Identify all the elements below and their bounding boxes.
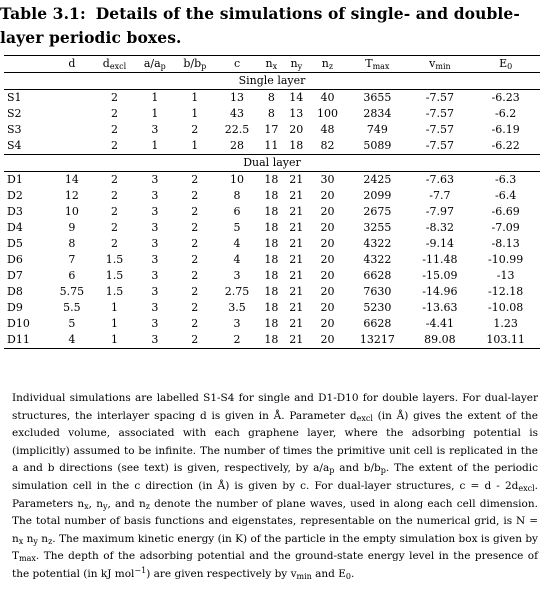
table-cell: -7.57 xyxy=(425,139,455,152)
header-cell-b-bp: $b/b_p$ xyxy=(183,57,207,71)
table-cell: -6.2 xyxy=(495,107,517,120)
header-cell-d-excl: $d_{excl}$ xyxy=(102,57,127,71)
table-cell: 20 xyxy=(320,237,335,250)
table-cell: 3.5 xyxy=(228,301,246,314)
table-cell: -13.63 xyxy=(422,301,458,314)
table-cell: 12 xyxy=(64,189,79,202)
table-cell: 20 xyxy=(320,221,335,234)
table-cell: 10 xyxy=(64,205,79,218)
caption-label: Table 3.1: xyxy=(0,4,86,23)
table-cell: -8.13 xyxy=(491,237,520,250)
table-cell: 2 xyxy=(191,253,199,266)
table-cell: 14 xyxy=(289,91,304,104)
table-cell: 2 xyxy=(191,317,199,330)
table-cell: -4.41 xyxy=(425,317,455,330)
table-cell: -8.32 xyxy=(425,221,455,234)
notes-text: . Parameters n xyxy=(12,479,538,510)
table-cell: 20 xyxy=(320,301,335,314)
table-row xyxy=(4,268,540,284)
table-cell: 5.75 xyxy=(59,285,85,298)
notes-text: and E xyxy=(311,567,346,580)
table-cell: 28 xyxy=(230,139,245,152)
table-cell: -6.4 xyxy=(495,189,517,202)
simulation-table xyxy=(4,55,540,349)
table-cell: 8 xyxy=(68,237,76,250)
notes-subscript: p xyxy=(329,466,335,476)
table-cell xyxy=(50,122,94,138)
table-cell: 2099 xyxy=(363,189,392,202)
caption-text: Details of the simulations of single- and double-layer periodic boxes. xyxy=(0,4,520,47)
notes-subscript: x xyxy=(18,536,24,546)
row-label-cell: D9 xyxy=(7,301,23,314)
table-cell: 9 xyxy=(68,221,76,234)
table-notes xyxy=(12,390,538,584)
table-cell: 40 xyxy=(320,91,335,104)
simulation-table-container xyxy=(4,55,540,349)
table-cell: -6.23 xyxy=(491,91,520,104)
table-row xyxy=(4,106,540,122)
table-cell: 2 xyxy=(191,221,199,234)
table-cell xyxy=(50,138,94,155)
table-cell: 3 xyxy=(151,189,159,202)
table-cell: 1.5 xyxy=(105,285,124,298)
table-cell: -15.09 xyxy=(422,269,458,282)
table-row xyxy=(4,138,540,155)
table-cell: 18 xyxy=(264,269,279,282)
table-cell: -7.57 xyxy=(425,107,455,120)
table-cell: -6.22 xyxy=(491,139,520,152)
table-cell: 18 xyxy=(264,237,279,250)
table-cell: 5089 xyxy=(363,139,392,152)
notes-text: , and n xyxy=(107,497,146,510)
row-label-cell: S3 xyxy=(7,123,22,136)
table-cell: -14.96 xyxy=(422,285,458,298)
row-label-cell: D7 xyxy=(7,269,23,282)
header-cell-nz: $n_z$ xyxy=(321,57,334,71)
table-cell: 2 xyxy=(191,333,199,346)
table-cell: 8 xyxy=(267,107,275,120)
table-cell: 14 xyxy=(64,173,79,186)
table-cell: 2 xyxy=(191,301,199,314)
table-cell: -6.69 xyxy=(491,205,520,218)
notes-subscript: excl xyxy=(356,413,373,423)
table-cell: 2 xyxy=(191,237,199,250)
table-row xyxy=(4,188,540,204)
table-cell: 21 xyxy=(289,333,304,346)
table-cell: -6.19 xyxy=(491,123,520,136)
table-row xyxy=(4,236,540,252)
row-label-cell: D1 xyxy=(7,173,23,186)
table-cell: 21 xyxy=(289,173,304,186)
section-title: Dual layer xyxy=(243,156,301,169)
table-cell: 4 xyxy=(233,237,241,250)
table-cell: 5.5 xyxy=(63,301,81,314)
section-title: Single layer xyxy=(238,74,306,87)
table-cell: 2 xyxy=(110,237,118,250)
table-cell: 2 xyxy=(110,221,118,234)
table-cell: -7.97 xyxy=(425,205,455,218)
notes-subscript: p xyxy=(380,466,386,476)
table-row xyxy=(4,204,540,220)
table-cell: 21 xyxy=(289,253,304,266)
table-row xyxy=(4,252,540,268)
row-label-cell: S2 xyxy=(7,107,22,120)
table-cell: -7.57 xyxy=(425,91,455,104)
notes-text: . The extent of the periodic simulation cell in the c direction (in Å) is given by c. For dual-layer structures, c = d - 2d xyxy=(12,462,538,492)
table-cell: 1.23 xyxy=(493,317,518,330)
table-cell: 18 xyxy=(289,139,304,152)
table-cell: 1.5 xyxy=(105,269,124,282)
table-cell: 20 xyxy=(320,253,335,266)
notes-subscript: y xyxy=(102,501,108,511)
table-cell: 2 xyxy=(110,123,118,136)
table-cell: 89.08 xyxy=(424,333,456,346)
header-cell-a-ap: $a/a_p$ xyxy=(143,57,166,71)
header-cell-c: c xyxy=(233,57,241,70)
table-cell: 4322 xyxy=(363,253,392,266)
table-cell: 100 xyxy=(316,107,338,120)
notes-subscript: max xyxy=(19,554,36,564)
table-cell: 21 xyxy=(289,301,304,314)
table-cell: 11 xyxy=(264,139,279,152)
table-cell: 1 xyxy=(191,91,199,104)
notes-subscript: z xyxy=(48,536,53,546)
table-cell: 3255 xyxy=(363,221,392,234)
table-cell: 1 xyxy=(110,317,118,330)
table-row xyxy=(4,300,540,316)
table-cell: 18 xyxy=(264,253,279,266)
table-cell: 3 xyxy=(151,205,159,218)
table-cell: 3 xyxy=(151,301,159,314)
table-cell: 6 xyxy=(68,269,76,282)
table-cell: 1 xyxy=(191,139,199,152)
table-cell: 18 xyxy=(264,173,279,186)
header-cell-ny: $n_y$ xyxy=(290,57,303,71)
header-cell-vmin: $v_{min}$ xyxy=(429,57,451,71)
table-cell: 7 xyxy=(68,253,76,266)
table-cell: 20 xyxy=(320,333,335,346)
table-cell: 7630 xyxy=(363,285,392,298)
table-cell: 20 xyxy=(320,285,335,298)
table-cell: 21 xyxy=(289,237,304,250)
table-cell: 1 xyxy=(151,91,159,104)
row-label-cell: D10 xyxy=(7,317,30,330)
table-cell: 2675 xyxy=(363,205,392,218)
row-label-cell: D11 xyxy=(7,333,30,346)
table-cell: 4 xyxy=(233,253,241,266)
table-row xyxy=(4,172,540,189)
table-cell: -11.48 xyxy=(422,253,458,266)
notes-subscript: x xyxy=(84,501,89,511)
table-cell: 5230 xyxy=(363,301,392,314)
notes-text: and b/b xyxy=(334,462,381,475)
table-cell: -7.09 xyxy=(491,221,520,234)
table-cell: 18 xyxy=(264,301,279,314)
table-cell: 3 xyxy=(151,123,159,136)
section-header-row xyxy=(4,73,540,90)
table-cell: 1 xyxy=(110,301,118,314)
table-cell: 2834 xyxy=(363,107,392,120)
table-row xyxy=(4,316,540,332)
table-cell: 3 xyxy=(151,237,159,250)
table-cell: -6.3 xyxy=(495,173,517,186)
header-row xyxy=(4,56,540,73)
table-cell: 2 xyxy=(191,269,199,282)
table-cell: 10 xyxy=(230,173,245,186)
row-label-cell: D6 xyxy=(7,253,23,266)
table-cell: 2 xyxy=(110,189,118,202)
table-cell: 3 xyxy=(151,173,159,186)
notes-text: . The depth of the adsorbing potential and the ground-state energy level in the presence of the potential (in kJ mol xyxy=(12,550,538,580)
table-cell: 2 xyxy=(110,139,118,152)
table-cell: 3 xyxy=(151,253,159,266)
table-row xyxy=(4,90,540,107)
table-cell: 749 xyxy=(366,123,388,136)
table-cell: 18 xyxy=(264,221,279,234)
table-row xyxy=(4,122,540,138)
notes-superscript: −1 xyxy=(134,565,147,575)
table-cell: 21 xyxy=(289,205,304,218)
header-cell-tmax: $T_{max}$ xyxy=(365,57,390,71)
table-caption xyxy=(0,2,544,50)
table-cell xyxy=(50,106,94,122)
table-cell: -10.08 xyxy=(488,301,524,314)
row-label-cell: S4 xyxy=(7,139,22,152)
table-cell: 21 xyxy=(289,269,304,282)
header-cell-e0: $E_0$ xyxy=(499,57,513,71)
table-cell: 3 xyxy=(151,317,159,330)
table-row xyxy=(4,332,540,349)
table-cell: 2.75 xyxy=(224,285,250,298)
table-cell: 3 xyxy=(233,317,241,330)
row-label-cell: S1 xyxy=(7,91,22,104)
row-label-cell: D3 xyxy=(7,205,23,218)
table-cell: 4 xyxy=(68,333,76,346)
notes-text: , n xyxy=(88,497,103,510)
table-cell: 2 xyxy=(191,123,199,136)
table-cell: 3 xyxy=(151,269,159,282)
table-cell: 30 xyxy=(320,173,335,186)
table-cell: 5 xyxy=(233,221,241,234)
table-cell: -9.14 xyxy=(425,237,455,250)
table-cell: 20 xyxy=(320,205,335,218)
table-cell: 1 xyxy=(151,139,159,152)
table-cell: 1 xyxy=(191,107,199,120)
table-cell: 18 xyxy=(264,333,279,346)
table-cell: 43 xyxy=(230,107,245,120)
table-cell: 2 xyxy=(110,91,118,104)
notes-subscript: excl xyxy=(518,483,535,493)
table-cell: 20 xyxy=(289,123,304,136)
row-label-cell: D4 xyxy=(7,221,23,234)
table-cell: 6628 xyxy=(363,269,392,282)
table-cell: 48 xyxy=(320,123,335,136)
table-cell: 6628 xyxy=(363,317,392,330)
table-cell: 2 xyxy=(110,173,118,186)
notes-subscript: min xyxy=(296,571,312,581)
table-row xyxy=(4,284,540,300)
notes-text: n xyxy=(37,532,49,545)
table-cell: 2 xyxy=(110,205,118,218)
notes-text: ) are given respectively by v xyxy=(146,567,297,580)
table-cell: 13 xyxy=(289,107,304,120)
table-cell xyxy=(50,90,94,107)
table-cell: 8 xyxy=(233,189,241,202)
notes-subscript: z xyxy=(145,501,150,511)
notes-text: Individual simulations are labelled S1-S4 for single and D1-D10 for double layers. For dual-layer structures, the interlayer spacing d is given in Å. Parameter d xyxy=(12,392,538,422)
table-cell: 1.5 xyxy=(105,253,124,266)
notes-text: denote the number of plane waves, used in along each cell dimension. The total number of basis functions and eigenstates, representable on the numerical grid, is N = n xyxy=(12,497,538,545)
table-cell: 2 xyxy=(191,205,199,218)
table-body xyxy=(4,73,540,349)
table-cell: 20 xyxy=(320,189,335,202)
table-cell: 2 xyxy=(191,189,199,202)
table-cell: 21 xyxy=(289,317,304,330)
table-cell: 3 xyxy=(151,285,159,298)
table-cell: 2 xyxy=(191,173,199,186)
row-label-cell: D2 xyxy=(7,189,23,202)
table-cell: 17 xyxy=(264,123,279,136)
notes-text: . The maximum kinetic energy (in K) of the particle in the empty simulation box is given by T xyxy=(12,532,538,563)
table-cell: 1 xyxy=(151,107,159,120)
table-cell: 3 xyxy=(233,269,241,282)
table-cell: -12.18 xyxy=(488,285,524,298)
table-cell: -7.7 xyxy=(429,189,451,202)
header-cell-nx: $n_x$ xyxy=(265,57,278,71)
row-label-cell: D8 xyxy=(7,285,23,298)
table-cell: 21 xyxy=(289,285,304,298)
notes-text: n xyxy=(23,532,34,545)
table-cell: 6 xyxy=(233,205,241,218)
notes-text: . xyxy=(351,567,355,580)
table-cell: 4322 xyxy=(363,237,392,250)
table-cell: 20 xyxy=(320,317,335,330)
notes-subscript: 0 xyxy=(345,571,351,581)
table-cell: 2425 xyxy=(363,173,392,186)
table-cell: 18 xyxy=(264,317,279,330)
notes-subscript: y xyxy=(33,536,38,546)
table-cell: 3 xyxy=(151,221,159,234)
header-cell-d: d xyxy=(68,57,76,70)
table-cell: 2 xyxy=(191,285,199,298)
table-cell: 1 xyxy=(110,333,118,346)
table-cell: 3 xyxy=(151,333,159,346)
table-cell: -7.63 xyxy=(425,173,455,186)
table-cell: -10.99 xyxy=(488,253,524,266)
table-cell: 18 xyxy=(264,205,279,218)
table-cell: 18 xyxy=(264,189,279,202)
section-header-row xyxy=(4,155,540,172)
header-cell-label xyxy=(4,56,50,73)
table-cell: 2 xyxy=(233,333,241,346)
table-cell: 5 xyxy=(68,317,76,330)
table-cell: 103.11 xyxy=(486,333,525,346)
table-cell: 8 xyxy=(267,91,275,104)
notes-text: (in Å) gives the extent of the excluded volume, associated with each graphene layer, where the adsorbing potential is (implicitly) assumed to be infinite. The number of times the primitive unit cell is replicated in the a and b directions (see text) is given, respectively, by a/a xyxy=(12,409,538,475)
table-cell: 13 xyxy=(230,91,245,104)
table-row xyxy=(4,220,540,236)
table-cell: 22.5 xyxy=(224,123,250,136)
row-label-cell: D5 xyxy=(7,237,23,250)
table-cell: 2 xyxy=(110,107,118,120)
table-cell: 21 xyxy=(289,221,304,234)
table-cell: 21 xyxy=(289,189,304,202)
table-cell: 13217 xyxy=(359,333,395,346)
table-cell: 3655 xyxy=(363,91,392,104)
table-cell: -13 xyxy=(496,269,515,282)
table-cell: 18 xyxy=(264,285,279,298)
table-cell: -7.57 xyxy=(425,123,455,136)
table-cell: 82 xyxy=(320,139,335,152)
table-cell: 20 xyxy=(320,269,335,282)
